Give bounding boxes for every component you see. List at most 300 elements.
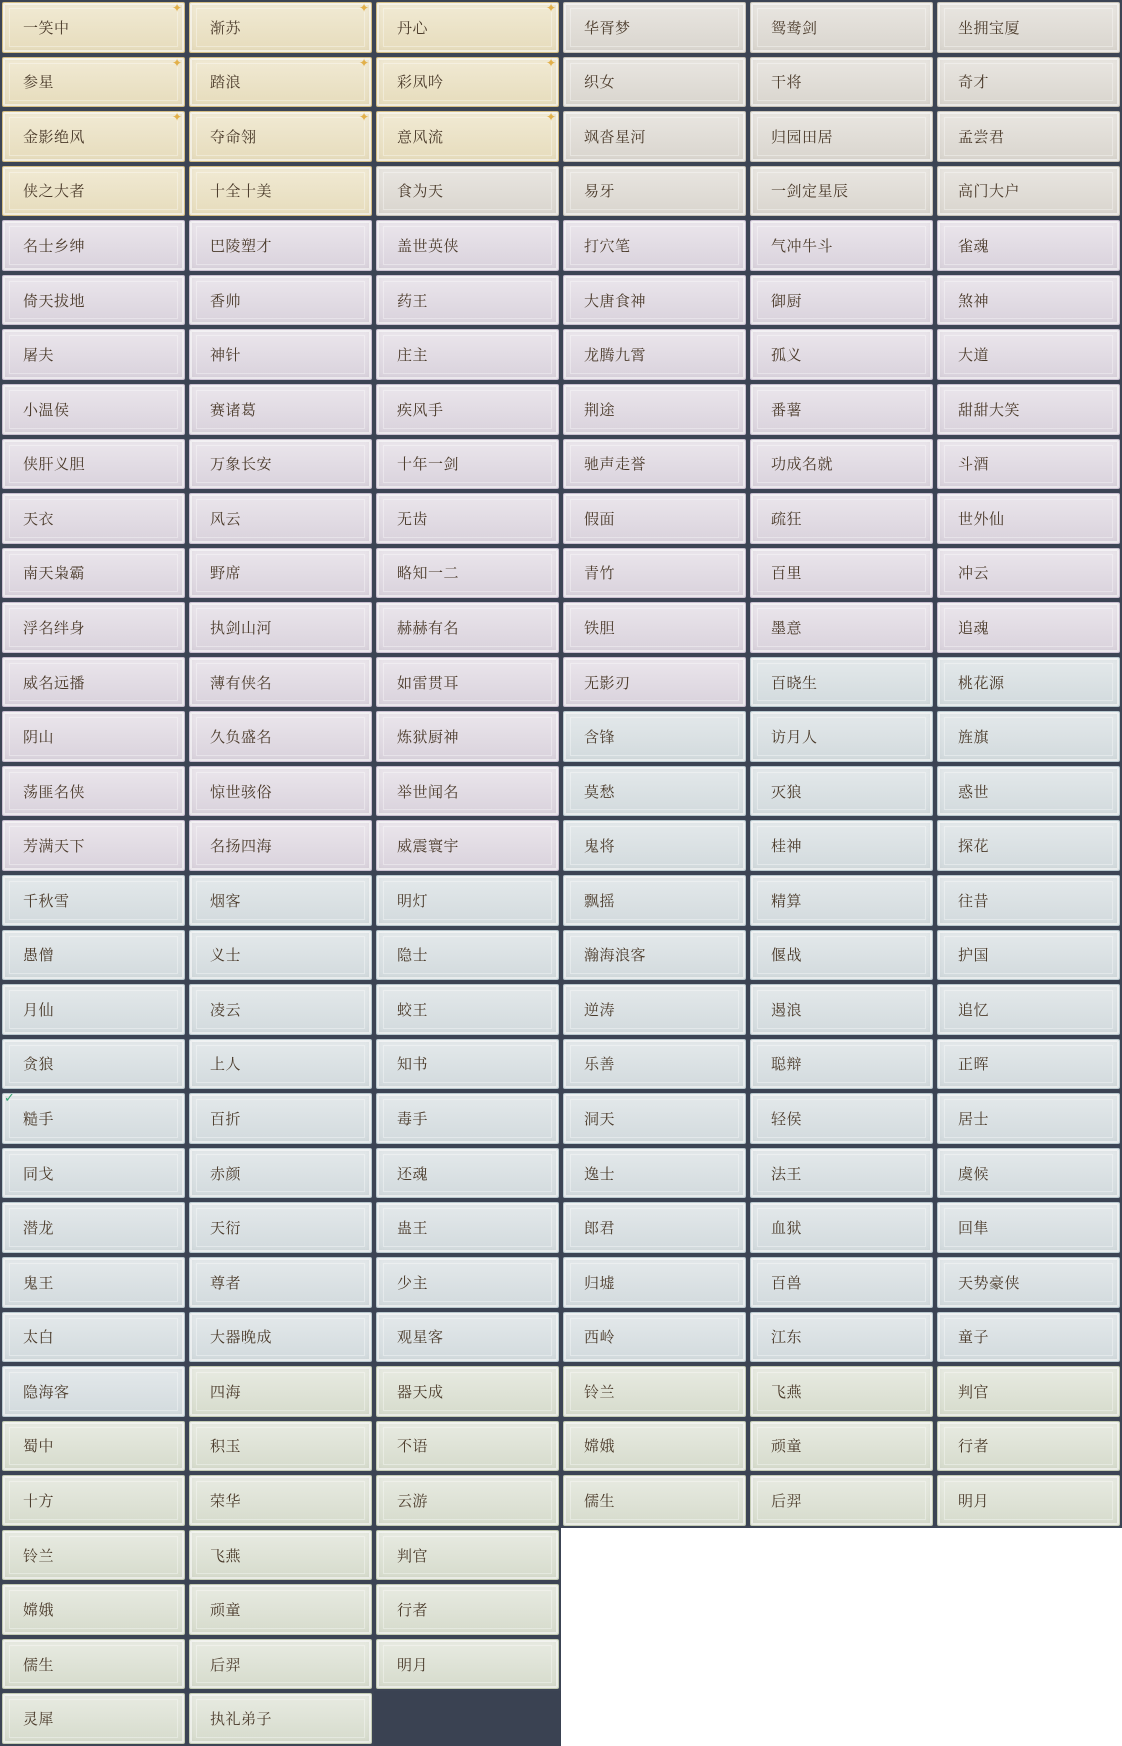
title-label: 行者 (958, 1437, 990, 1456)
title-cell[interactable] (0, 1037, 187, 1092)
title-cell[interactable] (748, 327, 935, 382)
title-cell[interactable] (374, 55, 561, 110)
title-label: 天势豪侠 (958, 1273, 1021, 1292)
title-tile (563, 166, 746, 217)
title-cell[interactable] (0, 709, 187, 764)
title-cell[interactable] (935, 0, 1122, 55)
title-cell[interactable] (748, 1091, 935, 1146)
title-tile (2, 1639, 185, 1690)
title-cell[interactable] (748, 1146, 935, 1201)
title-cell[interactable] (748, 1200, 935, 1255)
title-tile (2, 493, 185, 544)
title-tile (376, 1312, 559, 1363)
title-cell[interactable] (187, 109, 374, 164)
title-label: 墨意 (771, 618, 803, 637)
title-cell[interactable] (561, 764, 748, 819)
title-label: 十全十美 (210, 182, 273, 201)
star-icon: ✦ (171, 111, 182, 125)
title-cell[interactable] (187, 655, 374, 710)
title-label: 知书 (397, 1055, 429, 1074)
title-tile (376, 1475, 559, 1526)
title-cell[interactable] (0, 109, 187, 164)
title-cell[interactable] (0, 273, 187, 328)
title-cell[interactable] (187, 1582, 374, 1637)
title-cell[interactable] (935, 1146, 1122, 1201)
title-cell[interactable] (0, 1473, 187, 1528)
title-cell[interactable] (374, 164, 561, 219)
title-cell[interactable] (935, 1310, 1122, 1365)
title-label: 访月人 (771, 728, 818, 747)
title-cell[interactable] (374, 491, 561, 546)
title-cell[interactable] (187, 1419, 374, 1474)
title-cell[interactable] (187, 928, 374, 983)
title-cell[interactable] (0, 1146, 187, 1201)
title-cell[interactable] (561, 382, 748, 437)
title-label: 薄有侠名 (210, 673, 273, 692)
title-label: 高门大户 (958, 182, 1021, 201)
title-cell[interactable] (935, 1364, 1122, 1419)
title-cell[interactable] (561, 1091, 748, 1146)
title-cell[interactable] (187, 873, 374, 928)
title-cell[interactable] (0, 327, 187, 382)
title-cell[interactable] (561, 546, 748, 601)
title-label: 隐士 (397, 946, 429, 965)
title-cell[interactable] (374, 273, 561, 328)
check-icon: ✓ (4, 1093, 15, 1107)
title-cell[interactable] (748, 873, 935, 928)
title-cell[interactable] (187, 982, 374, 1037)
title-label: 旌旗 (958, 728, 990, 747)
title-label: 嫦娥 (23, 1601, 55, 1620)
title-tile (563, 602, 746, 653)
title-cell[interactable] (935, 928, 1122, 983)
title-cell[interactable] (374, 600, 561, 655)
title-cell[interactable] (748, 1255, 935, 1310)
title-tile (376, 1421, 559, 1472)
title-tile (937, 384, 1120, 435)
title-cell[interactable] (561, 818, 748, 873)
empty-slot (374, 1691, 561, 1746)
title-cell[interactable] (935, 437, 1122, 492)
title-cell[interactable] (374, 1200, 561, 1255)
title-tile (750, 220, 933, 271)
title-cell[interactable] (187, 273, 374, 328)
title-tile (376, 1148, 559, 1199)
title-cell[interactable] (561, 273, 748, 328)
title-cell[interactable] (0, 55, 187, 110)
title-tile (937, 493, 1120, 544)
title-tile (563, 2, 746, 53)
title-cell[interactable] (187, 1310, 374, 1365)
title-tile (189, 1639, 372, 1690)
star-icon: ✦ (358, 56, 369, 70)
title-cell[interactable] (561, 982, 748, 1037)
title-cell[interactable] (935, 1255, 1122, 1310)
title-cell[interactable] (0, 164, 187, 219)
title-tile (563, 984, 746, 1035)
title-cell[interactable] (374, 1146, 561, 1201)
title-cell[interactable] (561, 437, 748, 492)
title-cell[interactable] (187, 0, 374, 55)
title-tile (750, 2, 933, 53)
title-label: 愚僧 (23, 946, 55, 965)
title-cell[interactable] (748, 437, 935, 492)
title-tile (937, 1039, 1120, 1090)
title-cell[interactable] (187, 382, 374, 437)
title-tile (563, 1148, 746, 1199)
title-tile (937, 820, 1120, 871)
title-cell[interactable] (935, 709, 1122, 764)
title-tile (189, 1148, 372, 1199)
title-label: 易牙 (584, 182, 616, 201)
title-cell[interactable] (935, 982, 1122, 1037)
title-cell[interactable] (935, 1200, 1122, 1255)
title-cell[interactable] (187, 55, 374, 110)
title-cell[interactable] (0, 1200, 187, 1255)
title-label: 桃花源 (958, 673, 1005, 692)
title-cell[interactable] (561, 1146, 748, 1201)
title-cell[interactable] (561, 327, 748, 382)
title-label: 明月 (958, 1491, 990, 1510)
title-label: 久负盛名 (210, 728, 273, 747)
title-tile (376, 166, 559, 217)
title-cell[interactable] (187, 327, 374, 382)
title-label: 如雷贯耳 (397, 673, 460, 692)
title-tile (750, 1312, 933, 1363)
title-tile (563, 57, 746, 108)
title-cell[interactable] (561, 55, 748, 110)
title-cell[interactable] (187, 1037, 374, 1092)
title-cell[interactable] (561, 1200, 748, 1255)
title-cell[interactable] (0, 600, 187, 655)
title-cell[interactable] (374, 1037, 561, 1092)
title-tile (2, 602, 185, 653)
title-tile (563, 220, 746, 271)
title-cell[interactable] (935, 218, 1122, 273)
title-cell[interactable] (187, 1200, 374, 1255)
title-cell[interactable] (374, 546, 561, 601)
title-tile (2, 984, 185, 1035)
title-label: 鸳鸯剑 (771, 18, 818, 37)
title-cell[interactable] (748, 382, 935, 437)
title-cell[interactable] (748, 164, 935, 219)
title-cell[interactable] (561, 0, 748, 55)
title-cell[interactable] (935, 764, 1122, 819)
title-cell[interactable] (748, 818, 935, 873)
title-cell[interactable] (0, 1419, 187, 1474)
title-cell[interactable] (374, 1419, 561, 1474)
title-label: 荣华 (210, 1491, 242, 1510)
title-cell[interactable] (374, 709, 561, 764)
title-tile (376, 984, 559, 1035)
title-cell[interactable] (0, 437, 187, 492)
title-cell[interactable] (561, 600, 748, 655)
title-cell[interactable] (935, 164, 1122, 219)
title-tile (750, 1039, 933, 1090)
title-label: 疏狂 (771, 509, 803, 528)
title-tile (2, 2, 185, 53)
title-cell[interactable] (374, 928, 561, 983)
title-cell[interactable] (0, 1091, 187, 1146)
title-cell[interactable] (0, 1528, 187, 1583)
title-cell[interactable] (374, 382, 561, 437)
title-label: 月仙 (23, 1000, 55, 1019)
title-label: 坐拥宝厦 (958, 18, 1021, 37)
title-cell[interactable] (0, 1691, 187, 1746)
title-cell[interactable] (0, 1255, 187, 1310)
title-cell[interactable] (935, 655, 1122, 710)
title-cell[interactable] (748, 55, 935, 110)
title-label: 同戈 (23, 1164, 55, 1183)
title-label: 桂神 (771, 837, 803, 856)
title-cell[interactable] (748, 600, 935, 655)
title-label: 蛊王 (397, 1219, 429, 1238)
title-cell[interactable] (0, 1310, 187, 1365)
title-cell[interactable] (0, 1364, 187, 1419)
title-cell[interactable] (187, 491, 374, 546)
title-cell[interactable] (561, 873, 748, 928)
title-cell[interactable] (187, 437, 374, 492)
title-label: 赫赫有名 (397, 618, 460, 637)
title-tile (189, 166, 372, 217)
title-tile (750, 1202, 933, 1253)
title-cell[interactable] (0, 982, 187, 1037)
title-cell[interactable] (748, 1473, 935, 1528)
title-cell[interactable] (374, 327, 561, 382)
title-cell[interactable] (561, 491, 748, 546)
title-cell[interactable] (0, 928, 187, 983)
title-cell[interactable] (935, 1091, 1122, 1146)
title-cell[interactable] (374, 218, 561, 273)
title-tile (563, 1039, 746, 1090)
title-tile (750, 111, 933, 162)
title-label: 龙腾九霄 (584, 346, 647, 365)
title-label: 斗酒 (958, 455, 990, 474)
title-cell[interactable] (935, 1037, 1122, 1092)
title-tile (376, 1639, 559, 1690)
title-cell[interactable] (374, 1528, 561, 1583)
title-cell[interactable] (374, 1091, 561, 1146)
title-tile (376, 1257, 559, 1308)
title-tile (563, 1366, 746, 1417)
title-tile (376, 57, 559, 108)
title-cell[interactable] (374, 655, 561, 710)
title-tile (750, 984, 933, 1035)
title-cell[interactable] (561, 109, 748, 164)
title-cell[interactable] (748, 109, 935, 164)
title-cell[interactable] (374, 818, 561, 873)
title-label: 百晓生 (771, 673, 818, 692)
title-tile (937, 657, 1120, 708)
title-cell[interactable] (0, 764, 187, 819)
title-cell[interactable] (187, 1146, 374, 1201)
star-icon: ✦ (545, 56, 556, 70)
title-label: 雀魂 (958, 237, 990, 256)
title-cell[interactable] (748, 491, 935, 546)
title-tile (189, 439, 372, 490)
title-cell[interactable] (561, 1255, 748, 1310)
title-cell[interactable] (748, 1037, 935, 1092)
title-cell[interactable] (748, 273, 935, 328)
title-cell[interactable] (187, 709, 374, 764)
title-tile (937, 1366, 1120, 1417)
title-cell[interactable] (561, 1473, 748, 1528)
title-tile (750, 384, 933, 435)
title-tile (376, 1584, 559, 1635)
title-cell[interactable] (935, 273, 1122, 328)
title-label: 风云 (210, 509, 242, 528)
title-tile (376, 657, 559, 708)
title-cell[interactable] (187, 1691, 374, 1746)
title-tile (189, 111, 372, 162)
title-cell[interactable] (187, 600, 374, 655)
title-cell[interactable] (935, 382, 1122, 437)
title-tile (2, 1421, 185, 1472)
title-cell[interactable] (0, 818, 187, 873)
title-label: 意风流 (397, 127, 444, 146)
title-tile (376, 711, 559, 762)
title-cell[interactable] (935, 873, 1122, 928)
title-cell[interactable] (748, 1419, 935, 1474)
title-cell[interactable] (187, 764, 374, 819)
title-cell[interactable] (374, 1473, 561, 1528)
title-cell[interactable] (561, 709, 748, 764)
title-cell[interactable] (748, 709, 935, 764)
title-cell[interactable] (935, 1419, 1122, 1474)
title-tile (2, 1584, 185, 1635)
title-cell[interactable] (561, 1419, 748, 1474)
title-cell[interactable] (0, 655, 187, 710)
title-label: 居士 (958, 1110, 990, 1129)
title-cell[interactable] (374, 764, 561, 819)
title-label: 飘摇 (584, 891, 616, 910)
title-tile (563, 548, 746, 599)
title-tile (563, 275, 746, 326)
title-cell[interactable] (374, 0, 561, 55)
title-tile (2, 1148, 185, 1199)
title-cell[interactable] (0, 546, 187, 601)
title-cell[interactable] (748, 928, 935, 983)
title-cell[interactable] (374, 1310, 561, 1365)
title-tile (937, 711, 1120, 762)
title-cell[interactable] (561, 1364, 748, 1419)
title-cell[interactable] (374, 437, 561, 492)
title-cell[interactable] (935, 327, 1122, 382)
title-cell[interactable] (187, 1364, 374, 1419)
title-cell[interactable] (748, 982, 935, 1037)
title-tile (376, 1366, 559, 1417)
title-label: 名士乡绅 (23, 237, 86, 256)
title-label: 逸士 (584, 1164, 616, 1183)
title-cell[interactable] (187, 1255, 374, 1310)
title-cell[interactable] (374, 1637, 561, 1692)
title-tile (376, 1202, 559, 1253)
title-tile (750, 1421, 933, 1472)
title-label: 小温侯 (23, 400, 70, 419)
title-cell[interactable] (748, 764, 935, 819)
title-tile (376, 1039, 559, 1090)
title-tile (2, 1093, 185, 1144)
title-cell[interactable] (935, 109, 1122, 164)
title-label: 探花 (958, 837, 990, 856)
title-label: 乐善 (584, 1055, 616, 1074)
title-tile (376, 766, 559, 817)
title-cell[interactable] (0, 491, 187, 546)
title-label: 大器晚成 (210, 1328, 273, 1347)
title-cell[interactable] (0, 1582, 187, 1637)
star-icon: ✦ (545, 2, 556, 15)
title-label: 郎君 (584, 1219, 616, 1238)
title-tile (563, 711, 746, 762)
title-cell[interactable] (187, 1473, 374, 1528)
title-tile (376, 2, 559, 53)
title-label: 儒生 (584, 1491, 616, 1510)
title-cell[interactable] (374, 1364, 561, 1419)
title-cell[interactable] (935, 546, 1122, 601)
title-cell[interactable] (187, 1091, 374, 1146)
title-cell[interactable] (561, 1310, 748, 1365)
title-tile (2, 275, 185, 326)
title-cell[interactable] (561, 218, 748, 273)
title-cell[interactable] (561, 928, 748, 983)
title-cell[interactable] (935, 600, 1122, 655)
title-tile (2, 1475, 185, 1526)
title-cell[interactable] (561, 655, 748, 710)
title-label: 荆途 (584, 400, 616, 419)
title-cell[interactable] (748, 218, 935, 273)
title-tile (2, 820, 185, 871)
title-label: 野席 (210, 564, 242, 583)
title-cell[interactable] (0, 218, 187, 273)
title-cell[interactable] (187, 1637, 374, 1692)
title-cell[interactable] (187, 818, 374, 873)
title-cell[interactable] (374, 982, 561, 1037)
title-cell[interactable] (374, 1582, 561, 1637)
title-label: 丹心 (397, 18, 429, 37)
title-cell[interactable] (935, 491, 1122, 546)
title-cell[interactable] (935, 1473, 1122, 1528)
title-cell[interactable] (935, 818, 1122, 873)
title-cell[interactable] (374, 1255, 561, 1310)
title-cell[interactable] (748, 0, 935, 55)
title-cell[interactable] (748, 1364, 935, 1419)
title-cell[interactable] (187, 164, 374, 219)
title-cell[interactable] (561, 164, 748, 219)
title-label: 奇才 (958, 73, 990, 92)
title-cell[interactable] (748, 1310, 935, 1365)
title-cell[interactable] (748, 546, 935, 601)
title-tile (376, 1093, 559, 1144)
title-cell[interactable] (561, 1037, 748, 1092)
title-cell[interactable] (748, 655, 935, 710)
title-cell[interactable] (187, 546, 374, 601)
title-cell[interactable] (0, 382, 187, 437)
title-cell[interactable] (374, 873, 561, 928)
title-cell[interactable] (935, 55, 1122, 110)
title-cell[interactable] (187, 1528, 374, 1583)
title-cell[interactable] (0, 873, 187, 928)
title-tile (750, 1093, 933, 1144)
title-label: 糙手 (23, 1110, 55, 1129)
title-label: 一笑中 (23, 18, 70, 37)
title-tile (750, 1366, 933, 1417)
title-cell[interactable] (187, 218, 374, 273)
title-cell[interactable] (0, 0, 187, 55)
title-tile (937, 166, 1120, 217)
title-cell[interactable] (0, 1637, 187, 1692)
title-tile (189, 1093, 372, 1144)
title-cell[interactable] (374, 109, 561, 164)
